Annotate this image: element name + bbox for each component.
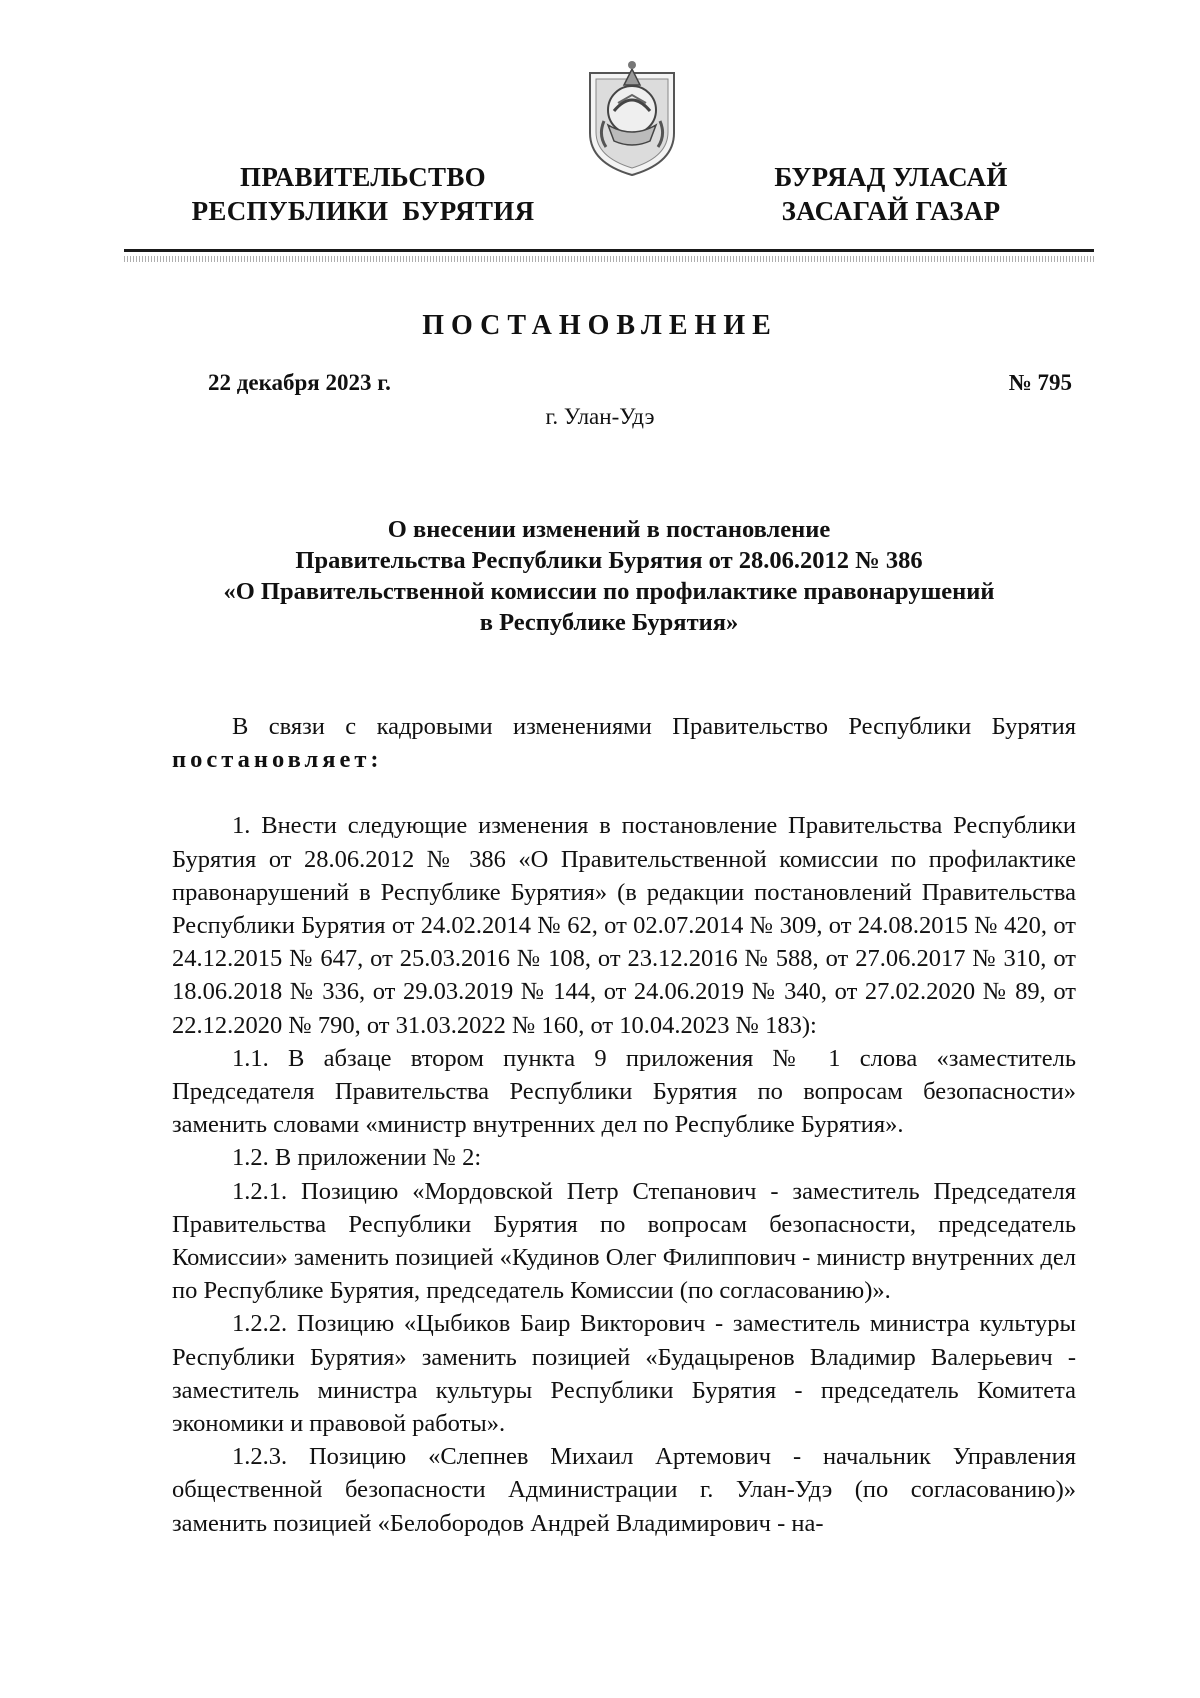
paragraph-1-2-2: 1.2.2. Позицию «Цыбиков Баир Викторович - заместитель министра культуры Республики Бурятия» заменить позицией «Будацыренов Владимир Валерьевич - заместитель министра культуры Республики Бурятия - председатель Комитета экономики и правовой работы». — [172, 1310, 1076, 1438]
subject-line-3: «О Правительственной комиссии по профилактике правонарушений — [223, 578, 995, 605]
header-right — [746, 160, 1036, 228]
paragraph-1-2: 1.2. В приложении № 2: — [232, 1144, 482, 1172]
document-type-title: ПОСТАНОВЛЕНИЕ — [422, 310, 778, 341]
preamble — [172, 710, 1076, 776]
paragraph-1-2-3: 1.2.3. Позицию «Слепнев Михаил Артемович - начальник Управления общественной безопасности Администрации г. Улан-Удэ (по согласованию)» заменить позицией «Белобородов Андрей Владимирович - на- — [172, 1443, 1076, 1537]
document-body — [172, 710, 1076, 1540]
header-left-line-1: ПРАВИТЕЛЬСТВО — [240, 162, 486, 192]
header-right-line-2: ЗАСАГАЙ ГАЗАР — [781, 196, 1001, 226]
document-subject — [124, 514, 1094, 638]
document-date: 22 декабря 2023 г. — [208, 370, 391, 395]
subject-line-1: О внесении изменений в постановление — [387, 516, 831, 543]
header-left — [168, 160, 558, 228]
header-left-line-2: РЕСПУБЛИКИ БУРЯТИЯ — [191, 196, 535, 226]
paragraph-1: 1. Внести следующие изменения в постановление Правительства Республики Бурятия от 28.06.2012 № 386 «О Правительственной комиссии по профилактике правонарушений в Республике Бурятия» (в редакции постановлений Правительства Республики Бурятия от 24.02.2014 № 62, от 02.07.2014 № 309, от 24.08.2015 № 420, от 24.12.2015 № 647, от 25.03.2016 № 108, от 23.12.2016 № 588, от 27.06.2017 № 310, от 18.06.2018 № 336, от 29.03.2019 № 144, от 24.06.2019 № 340, от 27.02.2020 № 89, от 22.12.2020 № 790, от 31.03.2022 № 160, от 10.04.2023 № 183): — [172, 812, 1076, 1039]
document-number: № 795 — [1008, 370, 1072, 395]
buryatia-coat-of-arms-icon — [584, 55, 680, 179]
subject-line-4: в Республике Бурятия» — [479, 609, 739, 636]
subject-line-2: Правительства Республики Бурятия от 28.06.2012 № 386 — [295, 547, 923, 574]
decree-word: постановляет: — [172, 746, 383, 774]
header-right-line-1: БУРЯАД УЛАСАЙ — [774, 162, 1008, 192]
document-city: г. Улан-Удэ — [545, 404, 655, 429]
preamble-text: В связи с кадровыми изменениями Правительство Республики Бурятия — [232, 713, 1076, 740]
paragraph-1-1: 1.1. В абзаце втором пункта 9 приложения № 1 слова «заместитель Председателя Правительства Республики Бурятия по вопросам безопасности» заменить словами «министр внутренних дел по Республике Бурятия». — [172, 1044, 1076, 1139]
header-divider — [124, 249, 1094, 252]
paragraph-1-2-1: 1.2.1. Позицию «Мордовской Петр Степанович - заместитель Председателя Правительства Республики Бурятия по вопросам безопасности, председатель Комиссии» заменить позицией «Кудинов Олег Филиппович - министр внутренних дел по Республике Бурятия, председатель Комиссии (по согласованию)». — [172, 1177, 1076, 1305]
header-divider-hatch — [124, 256, 1094, 262]
